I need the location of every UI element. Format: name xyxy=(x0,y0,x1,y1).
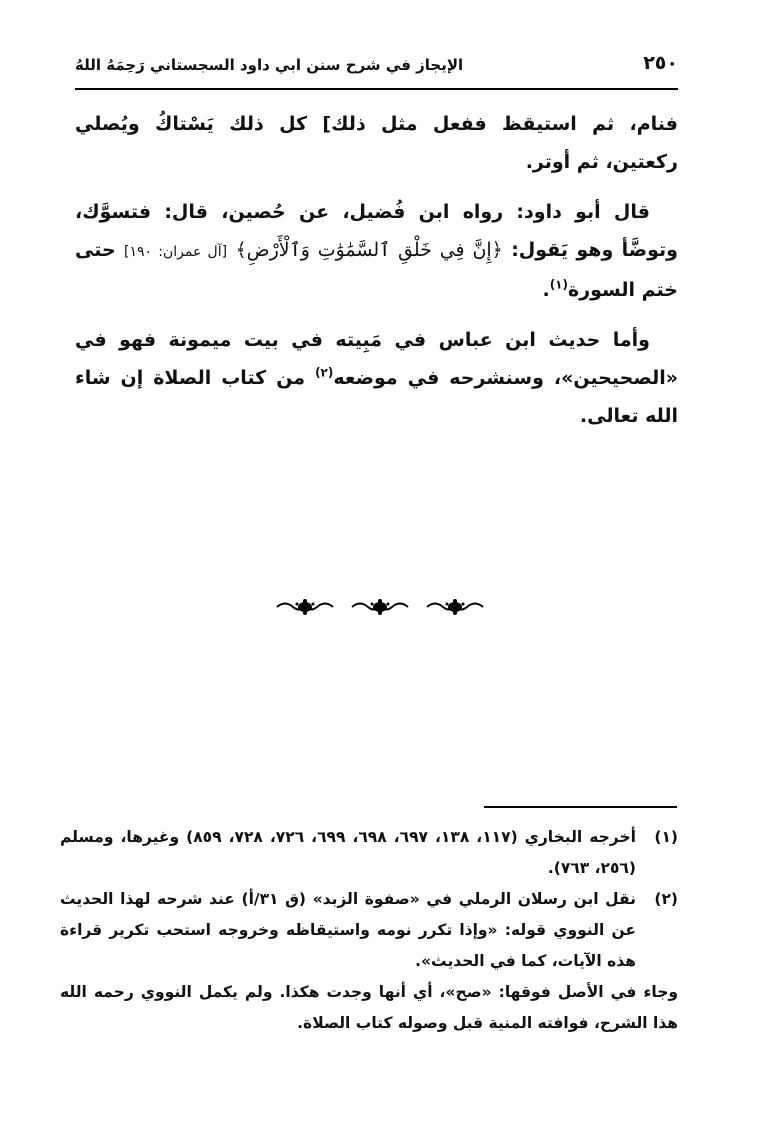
paragraph-3-start: وأما حديث ابن عباس في مَبِيته في بيت ميمونة فهو في «الصحيحين»، وسنشرحه في موضعه xyxy=(75,329,678,389)
section-divider-ornaments xyxy=(275,595,485,619)
footnote-marker-2[interactable]: (٢) xyxy=(315,365,334,380)
running-title: الإيجاز في شرح سنن ابي داود السجستاني رَحِمَهُ اللهُ xyxy=(75,56,464,74)
ornament-icon xyxy=(425,597,485,617)
page-number: ٢٥٠ xyxy=(643,52,678,74)
paragraph-2-intro: قال أبو داود: رواه ابن فُضيل، عن حُصين، قال: فتسوَّك، وتوضَّأ وهو يَقول: xyxy=(75,201,678,261)
footnote-2-continuation: وجاء في الأصل فوقها: «صح»، أي أنها وجدت هكذا. ولم يكمل النووي رحمه الله هذا الشرح، فوافته المنية قبل وصوله كتاب الصلاة. xyxy=(60,983,678,1032)
page-header xyxy=(75,52,678,90)
paragraph-3 xyxy=(75,321,678,435)
paragraph-1: فنام، ثم استيقظ ففعل مثل ذلك] كل ذلك يَسْتاكُ ويُصلي ركعتين، ثم أوتر. xyxy=(75,113,678,173)
ornament-icon xyxy=(350,597,410,617)
footnote-marker-1[interactable]: (١) xyxy=(549,277,568,292)
ornament-icon xyxy=(275,597,335,617)
paragraph-3-end: من كتاب الصلاة إن شاء الله تعالى. xyxy=(75,367,678,427)
footnote-number: (٢) xyxy=(654,890,678,908)
footnotes xyxy=(60,822,678,1039)
verse-reference: [آل عمران: ١٩٠] xyxy=(124,244,228,260)
footnote-text: أخرجه البخاري (١١٧، ١٣٨، ٦٩٧، ٦٩٨، ٦٩٩، ٧٢٦، ٧٢٨، ٨٥٩) وغيرها، ومسلم (٢٥٦، ٧٦٣). xyxy=(60,828,636,877)
footnote-text: نقل ابن رسلان الرملي في «صفوة الزبد» (ق ٣١/أ) عند شرحه لهذا الحديث عن النووي قوله: «وإذا تكرر نومه واستيقاظه وخروجه استحب تكرير قراءة هذه الآيات، كما في الحديث». xyxy=(60,890,636,970)
footnote-separator xyxy=(484,806,677,808)
footnote-1 xyxy=(60,822,678,884)
paragraph-2-continuation: حتى ختم السورة xyxy=(75,239,678,301)
footnote-number: (١) xyxy=(654,828,678,846)
main-text xyxy=(75,105,678,447)
paragraph-2-end: . xyxy=(542,279,550,301)
paragraph-2 xyxy=(75,193,678,309)
quran-verse: ﴿إِنَّ فِي خَلْقِ ٱلسَّمَٰوَٰتِ وَٱلْأَرْضِ﴾ xyxy=(235,239,503,261)
footnote-2 xyxy=(60,884,678,977)
